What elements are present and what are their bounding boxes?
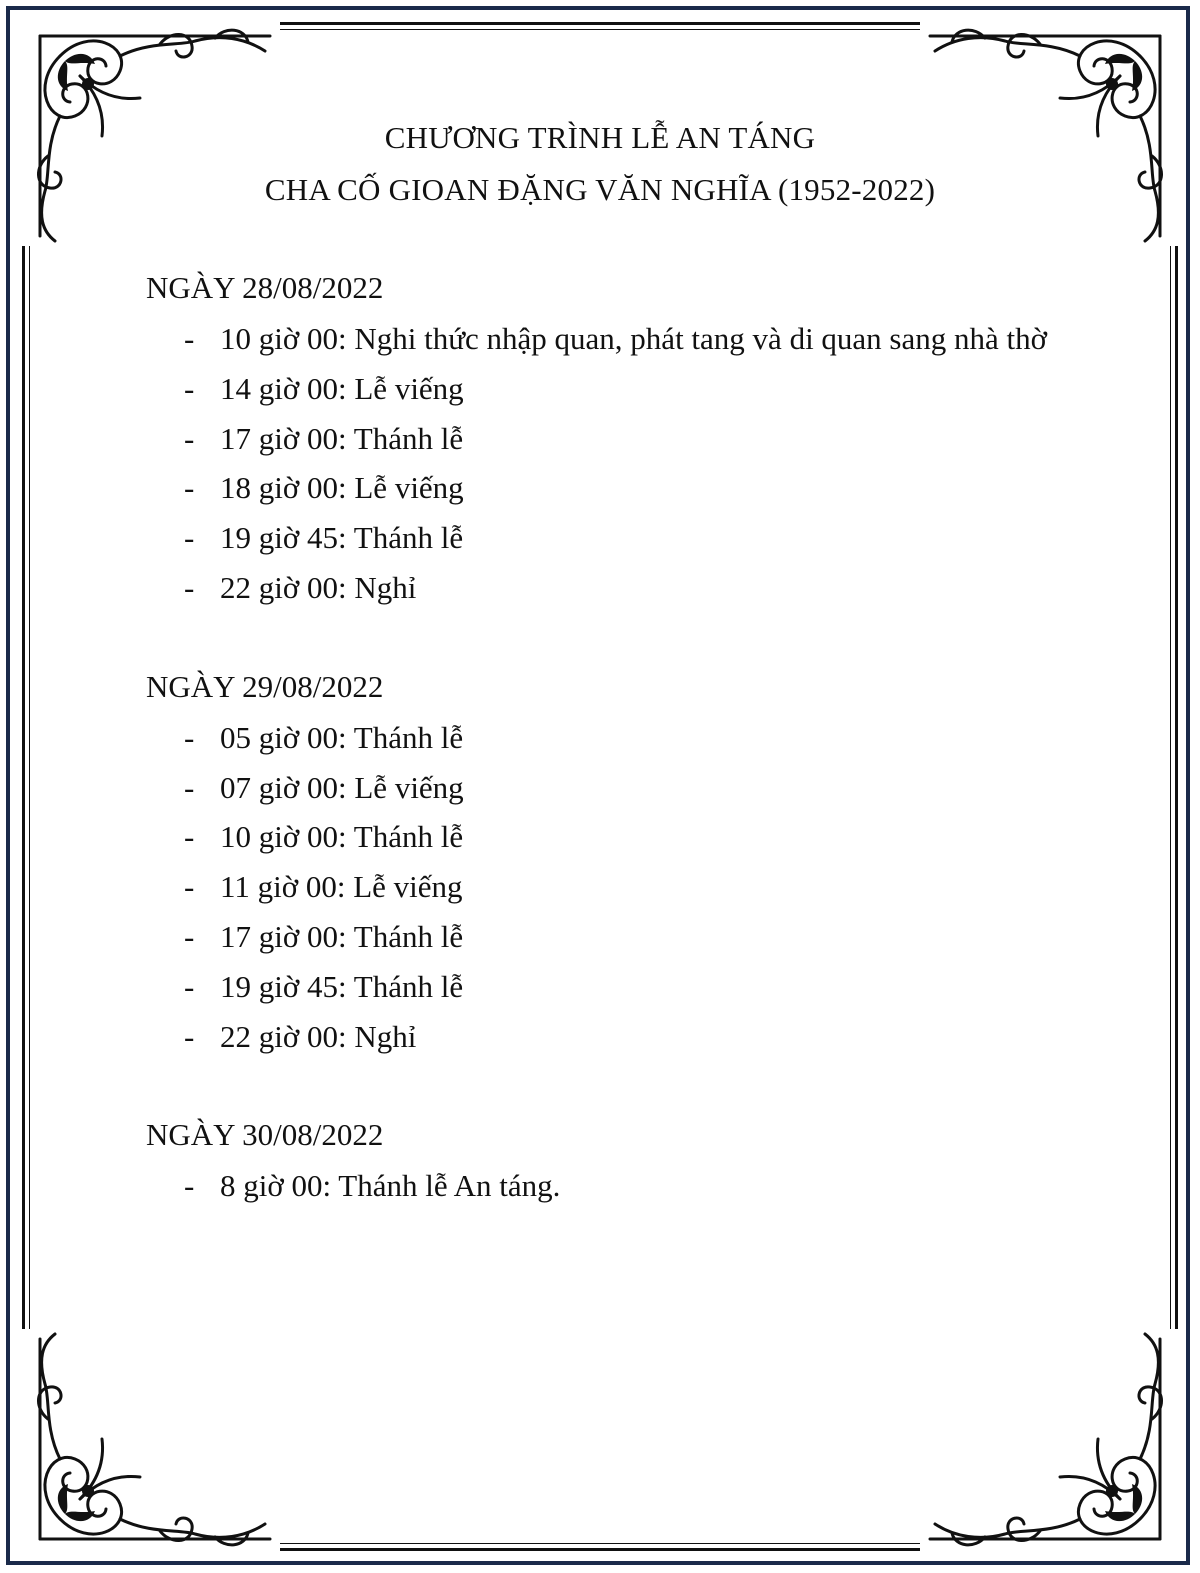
list-item: - 10 giờ 00: Nghi thức nhập quan, phát tang và di quan sang nhà thờ xyxy=(146,314,1126,364)
bullet-dash: - xyxy=(184,819,195,855)
day-heading: NGÀY 29/08/2022 xyxy=(146,668,384,704)
bullet-dash: - xyxy=(184,1018,195,1054)
list-item: - 8 giờ 00: Thánh lễ An táng. xyxy=(146,1161,1126,1211)
bullet-dash: - xyxy=(184,769,195,805)
floral-scroll-icon xyxy=(920,1329,1180,1559)
floral-scroll-icon xyxy=(20,1329,280,1559)
list-item: - 10 giờ 00: Thánh lễ xyxy=(146,812,1126,862)
document-title xyxy=(0,112,1200,216)
bullet-dash: - xyxy=(184,569,195,605)
corner-ornament-bottom-right xyxy=(920,1329,1180,1559)
list-item: - 11 giờ 00: Lễ viếng xyxy=(146,862,1126,912)
schedule-list xyxy=(146,314,1126,613)
bullet-dash: - xyxy=(184,869,195,905)
day-heading: NGÀY 30/08/2022 xyxy=(146,1117,384,1153)
bullet-dash: - xyxy=(184,321,195,356)
title-line-1: CHƯƠNG TRÌNH LỄ AN TÁNG xyxy=(384,120,816,155)
corner-ornament-bottom-left xyxy=(20,1329,280,1559)
list-item: - 05 giờ 00: Thánh lễ xyxy=(146,713,1126,763)
list-item: - 17 giờ 00: Thánh lễ xyxy=(146,912,1126,962)
bullet-dash: - xyxy=(184,470,195,506)
list-item: - 19 giờ 45: Thánh lễ xyxy=(146,962,1126,1012)
bullet-dash: - xyxy=(184,918,195,954)
bullet-dash: - xyxy=(184,370,195,406)
schedule-list xyxy=(146,1161,1126,1211)
schedule-list xyxy=(146,713,1126,1062)
list-item: - 22 giờ 00: Nghỉ xyxy=(146,563,1126,613)
list-item: - 17 giờ 00: Thánh lễ xyxy=(146,414,1126,464)
list-item: - 19 giờ 45: Thánh lễ xyxy=(146,513,1126,563)
day-block-1 xyxy=(146,262,1126,613)
schedule xyxy=(146,262,1126,1259)
day-block-2 xyxy=(146,661,1126,1062)
title-line-2: CHA CỐ GIOAN ĐẶNG VĂN NGHĨA (1952-2022) xyxy=(264,172,936,207)
list-item: - 14 giờ 00: Lễ viếng xyxy=(146,364,1126,414)
bullet-dash: - xyxy=(184,520,195,556)
list-item: - 18 giờ 00: Lễ viếng xyxy=(146,463,1126,513)
list-item: - 07 giờ 00: Lễ viếng xyxy=(146,763,1126,813)
bullet-dash: - xyxy=(184,1168,195,1204)
bullet-dash: - xyxy=(184,719,195,755)
day-block-3 xyxy=(146,1109,1126,1211)
day-heading: NGÀY 28/08/2022 xyxy=(146,270,384,305)
list-item: - 22 giờ 00: Nghỉ xyxy=(146,1012,1126,1062)
bullet-dash: - xyxy=(184,420,195,456)
bullet-dash: - xyxy=(184,968,195,1004)
